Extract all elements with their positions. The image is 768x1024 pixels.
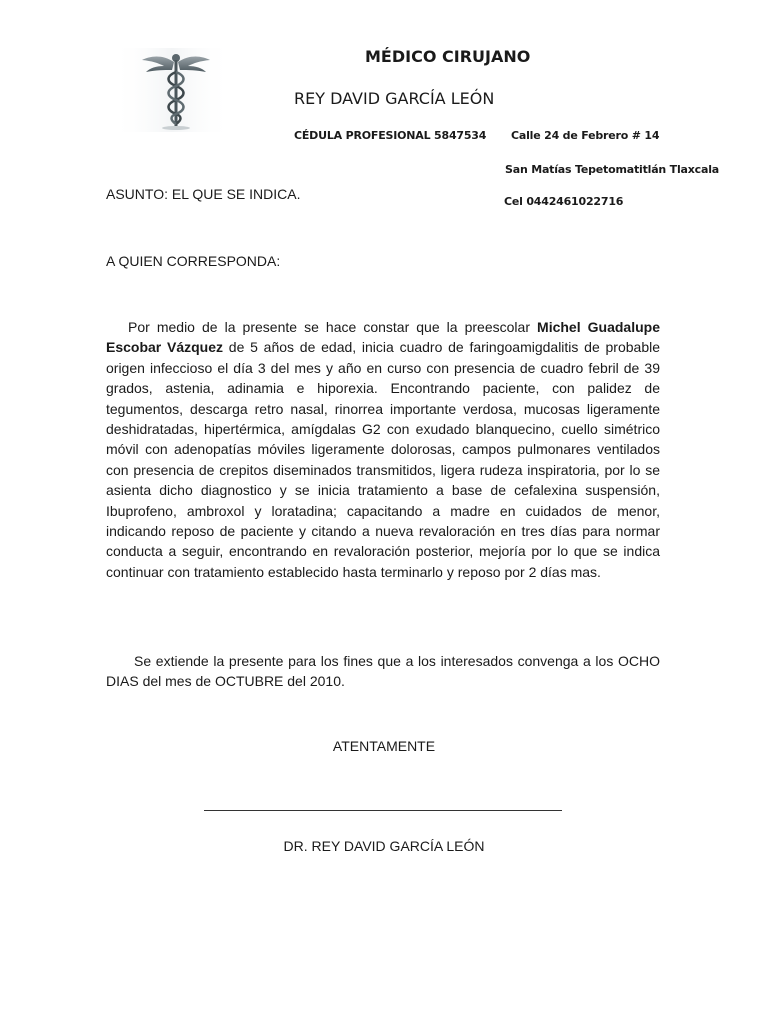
caduceus-icon	[112, 48, 232, 132]
signature-line	[204, 810, 562, 811]
doctor-name: REY DAVID GARCÍA LEÓN	[294, 89, 495, 108]
subject-line: ASUNTO: EL QUE SE INDICA.	[106, 186, 301, 202]
body-text: de 5 años de edad, inicia cuadro de faringoamigdalitis de probable origen infeccioso el día 3 del mes y año en curso con presencia de cuadro febril de 39 grados, astenia, adinamia e hiporexia. Encontrando paciente, con palidez de tegumentos, descarga retro nasal, rinorrea importante verdosa, mucosas ligeramente deshidratadas, hipertérmica, amígdalas G2 con exudado blanquecino, cuello simétrico móvil con adenopatías móviles ligeramente dolorosas, campos pulmonares ventilados con presencia de crepitos diseminados transmitidos, ligera rudeza inspiratoria, por lo se asienta dicho diagnostico y se inicia tratamiento a base de cefalexina suspensión, Ibuprofeno, ambroxol y loratadina; capacitando a madre en cuidados de menor, indicando reposo de paciente y citando a nueva revaloración en tres días para normar conducta a seguir, encontrando en revaloración posterior, mejoría por lo que se indica continuar con tratamiento establecido hasta terminarlo y reposo por 2 días mas.	[106, 339, 660, 580]
body-intro: Por medio de la presente se hace constar que la preescolar	[128, 319, 538, 335]
phone-number: Cel 0442461022716	[504, 195, 624, 208]
patient-name: Michel Guadalupe Escobar Vázquez	[106, 319, 660, 356]
closing-paragraph	[106, 651, 660, 692]
closing-text: Se extiende la presente para los fines que a los interesados convenga a los OCHO DIAS del mes de OCTUBRE del 2010.	[106, 653, 660, 690]
address-city: San Matías Tepetomatitlán Tlaxcala	[505, 163, 720, 176]
address-street: Calle 24 de Febrero # 14	[511, 129, 660, 142]
body-paragraph	[106, 317, 660, 582]
page-title: MÉDICO CIRUJANO	[365, 47, 531, 66]
signer-name: DR. REY DAVID GARCÍA LEÓN	[283, 838, 485, 854]
regards: ATENTAMENTE	[332, 738, 436, 754]
greeting: A QUIEN CORRESPONDA:	[106, 253, 281, 269]
professional-license: CÉDULA PROFESIONAL 5847534	[294, 129, 487, 142]
